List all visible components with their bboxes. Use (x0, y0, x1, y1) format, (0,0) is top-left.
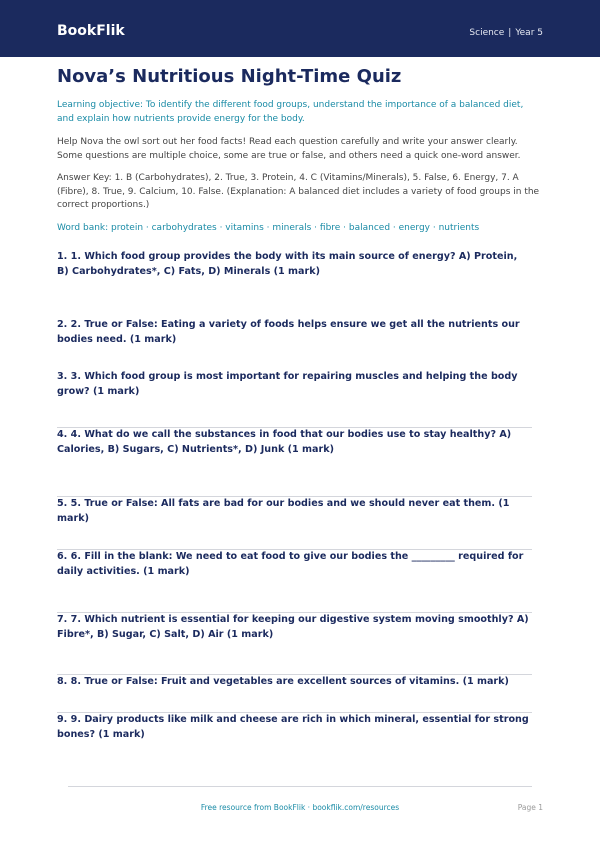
brand-logo[interactable]: BookFlik (57, 23, 125, 39)
question-9: 9. 9. Dairy products like milk and cheese are rich in which mineral, essential for strong bones? (1 mark) (57, 714, 529, 740)
question-6: 6. 6. Fill in the blank: We need to eat food to give our bodies the _________ required for daily activities. (1 mark) (57, 551, 524, 577)
question-4: 4. 4. What do we call the substances in food that our bodies use to stay healthy? A) Calories, B) Sugars, C) Nutrients*, D) Junk (1 mark) (57, 429, 512, 455)
answer-key: Answer Key: 1. B (Carbohydrates), 2. True, 3. Protein, 4. C (Vitamins/Minerals), 5. False, 6. Energy, 7. A (Fibre), 8. True, 9. Calcium, 10. False. (Explanation: A balanced diet includes a variety of food groups in the correct proportions.) (57, 173, 540, 210)
page-title: Nova’s Nutritious Night-Time Quiz (57, 66, 402, 87)
footer-divider (68, 786, 532, 787)
question-2: 2. 2. True or False: Eating a variety of foods helps ensure we get all the nutrients our bodies need. (1 mark) (57, 319, 520, 345)
instructions: Help Nova the owl sort out her food facts! Read each question carefully and write your answer clearly. Some questions are multiple choice, some are true or false, and others need a quick one-word answer. (57, 137, 521, 161)
worksheet-body (57, 66, 543, 742)
learning-objective: Learning objective: To identify the different food groups, understand the importance of a balanced diet, and explain how nutrients provide energy for the body. (57, 100, 524, 124)
question-5: 5. 5. True or False: All fats are bad for our bodies and we should never eat them. (1 mark) (57, 498, 510, 524)
page-header (0, 0, 600, 57)
question-1: 1. 1. Which food group provides the body with its main source of energy? A) Protein, B) Carbohydrates*, C) Fats, D) Minerals (1 mark) (57, 251, 518, 277)
year-label: Year 5 (515, 28, 543, 38)
word-bank: Word bank: protein · carbohydrates · vitamins · minerals · fibre · balanced · energy · nutrients (57, 222, 480, 233)
page-number: Page 1 (517, 803, 543, 812)
question-8: 8. 8. True or False: Fruit and vegetables are excellent sources of vitamins. (1 mark) (57, 676, 509, 687)
subject-label: Science (469, 28, 505, 38)
meta-separator: | (508, 28, 512, 38)
question-3: 3. 3. Which food group is most important for repairing muscles and helping the body grow? (1 mark) (57, 371, 518, 397)
footer-resource-link[interactable]: Free resource from BookFlik · bookflik.com/resources (200, 803, 400, 812)
question-7: 7. 7. Which nutrient is essential for keeping our digestive system moving smoothly? A) Fibre*, B) Sugar, C) Salt, D) Air (1 mark) (57, 614, 529, 640)
subject-year-label (469, 27, 543, 39)
